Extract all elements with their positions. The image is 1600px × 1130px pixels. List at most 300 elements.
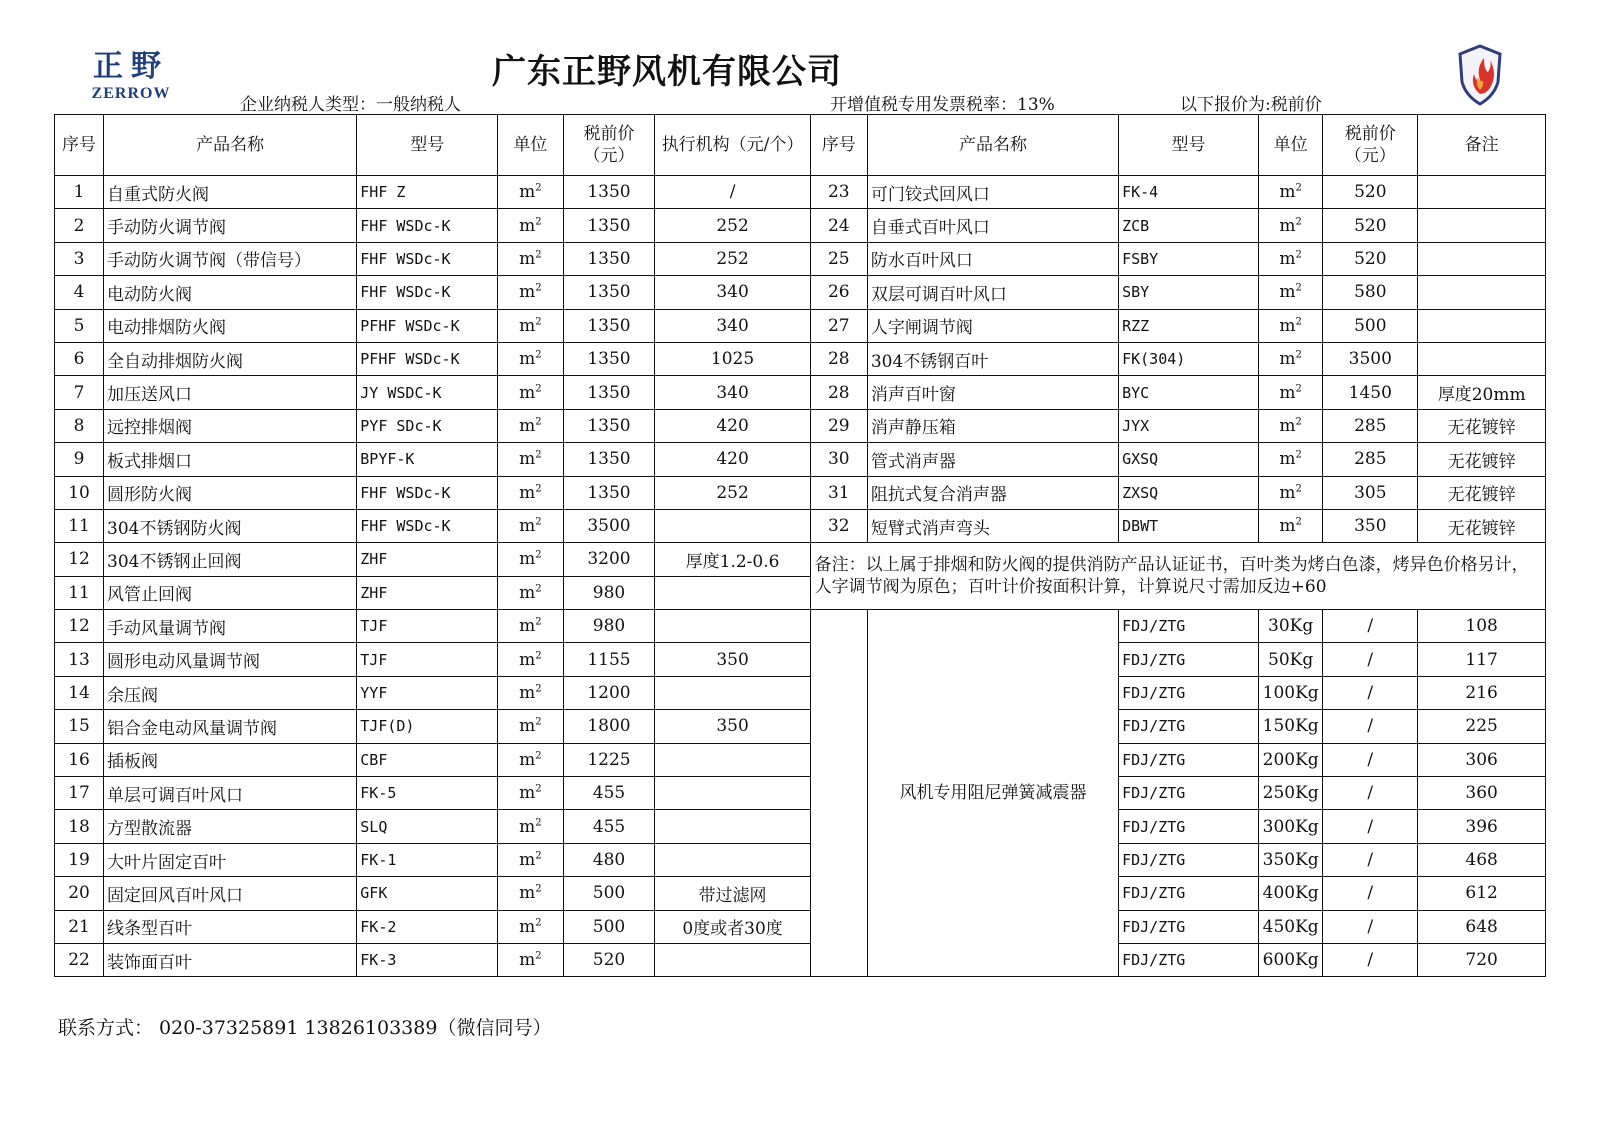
damper-price: 117 [1418,643,1546,676]
product-name: 阻抗式复合消声器 [867,476,1118,509]
actuator-cell [655,509,810,542]
table-row [55,543,1546,576]
unit-exponent: 2 [1295,215,1302,227]
model-code: FK-1 [357,843,498,876]
unit-cell [498,710,563,743]
unit-cell [1258,376,1322,409]
remark-cell: 厚度20mm [1418,376,1546,409]
unit-base: m [1279,248,1296,269]
unit-cell [498,810,563,843]
header-row [55,115,1546,176]
remark-cell [1418,342,1546,375]
unit-base: m [519,749,536,770]
actuator-cell: 420 [655,409,810,442]
actuator-cell: 252 [655,476,810,509]
actuator-cell [655,576,810,609]
unit-base: m [519,382,536,403]
damper-model: FDJ/ZTG [1119,610,1259,643]
product-name: 304不锈钢防火阀 [104,509,357,542]
unit-exponent: 2 [535,282,542,294]
actuator-cell [655,676,810,709]
page-title: 广东正野风机有限公司 [492,52,842,92]
vat-rate: 开增值税专用发票税率：13% [830,95,1055,115]
damper-price: 360 [1418,777,1546,810]
damper-price: 612 [1418,877,1546,910]
unit-cell [498,209,563,242]
unit-cell [498,777,563,810]
row-number: 28 [810,342,867,375]
unit-base: m [519,549,536,570]
table-row [55,877,1546,910]
row-number: 21 [55,910,104,943]
unit-exponent: 2 [1295,516,1302,528]
price-cell: 500 [1323,309,1418,342]
unit-cell [498,543,563,576]
actuator-cell [655,843,810,876]
unit-base: m [519,349,536,370]
damper-unit: / [1323,777,1418,810]
actuator-cell: 350 [655,643,810,676]
product-name: 装饰面百叶 [104,943,357,976]
price-cell: 500 [563,877,655,910]
unit-cell [498,910,563,943]
table-row [55,943,1546,976]
unit-cell [498,409,563,442]
unit-exponent: 2 [535,349,542,361]
model-code: ZHF [357,543,498,576]
remark-cell [1418,242,1546,275]
unit-exponent: 2 [535,249,542,261]
damper-unit: / [1323,743,1418,776]
damper-model: FDJ/ZTG [1119,743,1259,776]
header-cell: 型号 [357,115,498,176]
damper-load: 450Kg [1258,910,1322,943]
price-cell: 520 [563,943,655,976]
row-number: 24 [810,209,867,242]
unit-exponent: 2 [535,316,542,328]
unit-cell [498,176,563,209]
price-cell: 480 [563,843,655,876]
unit-exponent: 2 [535,416,542,428]
model-code: FK-4 [1119,176,1259,209]
product-name: 加压送风口 [104,376,357,409]
damper-label: 风机专用阻尼弹簧减震器 [867,610,1118,977]
actuator-cell: / [655,176,810,209]
damper-price: 648 [1418,910,1546,943]
table-row [55,910,1546,943]
model-code: FHF WSDc-K [357,242,498,275]
unit-cell [498,509,563,542]
unit-base: m [1279,349,1296,370]
model-code: PFHF WSDc-K [357,342,498,375]
product-name: 余压阀 [104,676,357,709]
row-number: 4 [55,276,104,309]
row-number: 30 [810,443,867,476]
actuator-cell: 0度或者30度 [655,910,810,943]
actuator-cell [655,810,810,843]
price-note: 以下报价为:税前价 [1180,95,1322,115]
model-code: FHF WSDc-K [357,509,498,542]
table-row [55,610,1546,643]
product-name: 电动排烟防火阀 [104,309,357,342]
product-name: 双层可调百叶风口 [867,276,1118,309]
row-number: 27 [810,309,867,342]
unit-cell [1258,309,1322,342]
header-cell: 产品名称 [104,115,357,176]
remark-cell [1418,209,1546,242]
model-code: GFK [357,877,498,910]
actuator-cell [655,943,810,976]
header-cell: 产品名称 [867,115,1118,176]
product-name: 可门铰式回风口 [867,176,1118,209]
product-name: 铝合金电动风量调节阀 [104,710,357,743]
price-cell: 520 [1323,209,1418,242]
unit-exponent: 2 [535,917,542,929]
unit-base: m [519,282,536,303]
unit-exponent: 2 [535,182,542,194]
model-code: SBY [1119,276,1259,309]
price-cell: 1350 [563,242,655,275]
unit-cell [498,643,563,676]
unit-base: m [1279,415,1296,436]
damper-price: 225 [1418,710,1546,743]
product-name: 风管止回阀 [104,576,357,609]
unit-base: m [1279,482,1296,503]
product-name: 插板阀 [104,743,357,776]
damper-load: 350Kg [1258,843,1322,876]
unit-cell [1258,276,1322,309]
unit-base: m [1279,449,1296,470]
row-number: 15 [55,710,104,743]
price-cell: 580 [1323,276,1418,309]
table-row [55,376,1546,409]
price-cell: 520 [1323,176,1418,209]
actuator-cell: 340 [655,376,810,409]
product-name: 消声静压箱 [867,409,1118,442]
price-cell: 1350 [563,309,655,342]
unit-cell [498,242,563,275]
remark-cell: 无花镀锌 [1418,443,1546,476]
unit-exponent: 2 [535,883,542,895]
model-code: CBF [357,743,498,776]
row-number: 18 [55,810,104,843]
price-cell: 1350 [563,376,655,409]
price-cell: 350 [1323,509,1418,542]
header-cell: 单位 [498,115,563,176]
row-number: 2 [55,209,104,242]
price-cell: 1350 [563,476,655,509]
price-cell: 1350 [563,342,655,375]
price-cell: 3500 [563,509,655,542]
price-cell: 520 [1323,242,1418,275]
unit-exponent: 2 [535,616,542,628]
unit-exponent: 2 [535,549,542,561]
unit-base: m [519,582,536,603]
damper-model: FDJ/ZTG [1119,777,1259,810]
price-cell: 1450 [1323,376,1418,409]
row-number: 23 [810,176,867,209]
unit-base: m [519,415,536,436]
damper-unit: / [1323,843,1418,876]
unit-cell [498,443,563,476]
unit-base: m [519,482,536,503]
damper-model: FDJ/ZTG [1119,843,1259,876]
unit-base: m [519,850,536,870]
unit-cell [498,476,563,509]
price-cell: 3500 [1323,342,1418,375]
model-code: FK-3 [357,943,498,976]
unit-cell [498,610,563,643]
model-code: FHF Z [357,176,498,209]
product-name: 304不锈钢止回阀 [104,543,357,576]
row-number: 17 [55,777,104,810]
unit-exponent: 2 [535,449,542,461]
product-name: 线条型百叶 [104,910,357,943]
model-code: TJF(D) [357,710,498,743]
unit-exponent: 2 [535,650,542,661]
price-cell: 1350 [563,276,655,309]
unit-cell [498,276,563,309]
product-name: 自重式防火阀 [104,176,357,209]
price-cell: 1225 [563,743,655,776]
row-number: 31 [810,476,867,509]
price-cell: 1350 [563,176,655,209]
row-number: 11 [55,576,104,609]
damper-load: 200Kg [1258,743,1322,776]
model-code: BPYF-K [357,443,498,476]
header-cell: 税前价（元） [1323,115,1418,176]
table-row [55,810,1546,843]
table-row [55,643,1546,676]
logo-cn: 正野 [93,49,169,84]
unit-exponent: 2 [535,816,542,828]
unit-exponent: 2 [535,382,542,394]
unit-exponent: 2 [1295,416,1302,428]
product-name: 手动防火调节阀（带信号） [104,242,357,275]
header-cell: 序号 [810,115,867,176]
unit-cell [1258,242,1322,275]
unit-base: m [519,950,536,971]
model-code: FHF WSDc-K [357,276,498,309]
damper-price: 468 [1418,843,1546,876]
row-number: 16 [55,743,104,776]
table-row [55,710,1546,743]
table-row [55,676,1546,709]
contact-info: 联系方式： 020-37325891 13826103389（微信同号） [58,1017,552,1039]
price-cell: 285 [1323,443,1418,476]
unit-cell [1258,176,1322,209]
remark-cell: 无花镀锌 [1418,476,1546,509]
row-number: 22 [55,943,104,976]
row-number: 25 [810,242,867,275]
unit-exponent: 2 [1295,182,1302,194]
actuator-cell: 350 [655,710,810,743]
unit-exponent: 2 [535,516,542,528]
damper-model: FDJ/ZTG [1119,643,1259,676]
model-code: BYC [1119,376,1259,409]
price-cell: 455 [563,810,655,843]
product-name: 人字闸调节阀 [867,309,1118,342]
actuator-cell: 340 [655,276,810,309]
damper-model: FDJ/ZTG [1119,910,1259,943]
table-row [55,242,1546,275]
actuator-cell: 340 [655,309,810,342]
row-number: 10 [55,476,104,509]
row-number: 5 [55,309,104,342]
header-cell: 单位 [1258,115,1322,176]
row-number: 13 [55,643,104,676]
damper-model: FDJ/ZTG [1119,943,1259,976]
product-name: 全自动排烟防火阀 [104,342,357,375]
actuator-cell [655,743,810,776]
unit-base: m [519,649,536,670]
unit-base: m [519,683,536,704]
model-code: ZHF [357,576,498,609]
price-cell: 1800 [563,710,655,743]
product-name: 电动防火阀 [104,276,357,309]
unit-exponent: 2 [1295,249,1302,261]
unit-base: m [1279,315,1296,336]
header-cell: 备注 [1418,115,1546,176]
product-name: 短臂式消声弯头 [867,509,1118,542]
unit-base: m [519,716,536,737]
unit-exponent: 2 [535,783,542,795]
actuator-cell: 1025 [655,342,810,375]
product-name: 大叶片固定百叶 [104,843,357,876]
row-number: 9 [55,443,104,476]
price-cell: 1200 [563,676,655,709]
unit-base: m [519,783,536,804]
remark-cell [1418,276,1546,309]
row-number: 12 [55,543,104,576]
model-code: FK-5 [357,777,498,810]
model-code: FK(304) [1119,342,1259,375]
model-code: RZZ [1119,309,1259,342]
unit-cell [498,743,563,776]
table-row [55,443,1546,476]
damper-unit: / [1323,943,1418,976]
remark-cell [1418,176,1546,209]
table-row [55,309,1546,342]
price-cell: 1350 [563,209,655,242]
price-cell: 285 [1323,409,1418,442]
table-row [55,843,1546,876]
price-cell: 980 [563,576,655,609]
unit-exponent: 2 [535,750,542,762]
unit-base: m [1279,215,1296,236]
row-number: 8 [55,409,104,442]
product-name: 自垂式百叶风口 [867,209,1118,242]
product-name: 手动风量调节阀 [104,610,357,643]
unit-exponent: 2 [535,683,542,695]
model-code: FHF WSDc-K [357,209,498,242]
unit-cell [498,576,563,609]
row-number: 7 [55,376,104,409]
unit-base: m [519,248,536,269]
model-code: SLQ [357,810,498,843]
model-code: ZXSQ [1119,476,1259,509]
damper-load: 50Kg [1258,643,1322,676]
damper-model: FDJ/ZTG [1119,810,1259,843]
damper-model: FDJ/ZTG [1119,710,1259,743]
damper-load: 400Kg [1258,877,1322,910]
table-row [55,509,1546,542]
row-number: 32 [810,509,867,542]
unit-exponent: 2 [1295,382,1302,394]
remark-cell: 无花镀锌 [1418,409,1546,442]
product-name: 方型散流器 [104,810,357,843]
model-code: TJF [357,643,498,676]
unit-exponent: 2 [1295,349,1302,361]
unit-base: m [519,816,536,837]
table-row [55,743,1546,776]
damper-unit: / [1323,877,1418,910]
actuator-cell: 带过滤网 [655,877,810,910]
row-number: 3 [55,242,104,275]
unit-exponent: 2 [1295,483,1302,495]
unit-cell [1258,342,1322,375]
unit-cell [498,342,563,375]
damper-unit: / [1323,910,1418,943]
damper-unit: / [1323,643,1418,676]
model-code: GXSQ [1119,443,1259,476]
unit-cell [1258,209,1322,242]
unit-base: m [519,883,536,904]
price-cell: 980 [563,610,655,643]
company-logo [86,50,176,104]
product-name: 板式排烟口 [104,443,357,476]
damper-price: 396 [1418,810,1546,843]
damper-unit: / [1323,710,1418,743]
model-code: YYF [357,676,498,709]
row-number: 11 [55,509,104,542]
unit-exponent: 2 [535,583,542,595]
damper-load: 300Kg [1258,810,1322,843]
table-row [55,476,1546,509]
unit-base: m [519,516,536,537]
unit-base: m [1279,282,1296,303]
header-cell: 执行机构（元/个） [655,115,810,176]
actuator-cell: 252 [655,242,810,275]
unit-cell [1258,476,1322,509]
unit-cell [1258,409,1322,442]
table-row [55,276,1546,309]
unit-exponent: 2 [1295,316,1302,328]
damper-model: FDJ/ZTG [1119,877,1259,910]
remark-cell [1418,309,1546,342]
row-number: 20 [55,877,104,910]
unit-cell [498,843,563,876]
unit-exponent: 2 [535,215,542,227]
damper-price: 108 [1418,610,1546,643]
unit-exponent: 2 [535,716,542,728]
table-row [55,209,1546,242]
price-cell: 305 [1323,476,1418,509]
model-code: FK-2 [357,910,498,943]
fire-shield-icon [1456,44,1504,106]
damper-unit: / [1323,610,1418,643]
unit-base: m [1279,382,1296,403]
unit-cell [1258,443,1322,476]
table-row [55,409,1546,442]
row-number: 1 [55,176,104,209]
damper-unit: / [1323,676,1418,709]
unit-cell [1258,509,1322,542]
damper-model: FDJ/ZTG [1119,676,1259,709]
unit-cell [498,943,563,976]
header-cell: 税前价（元） [563,115,655,176]
row-number: 26 [810,276,867,309]
